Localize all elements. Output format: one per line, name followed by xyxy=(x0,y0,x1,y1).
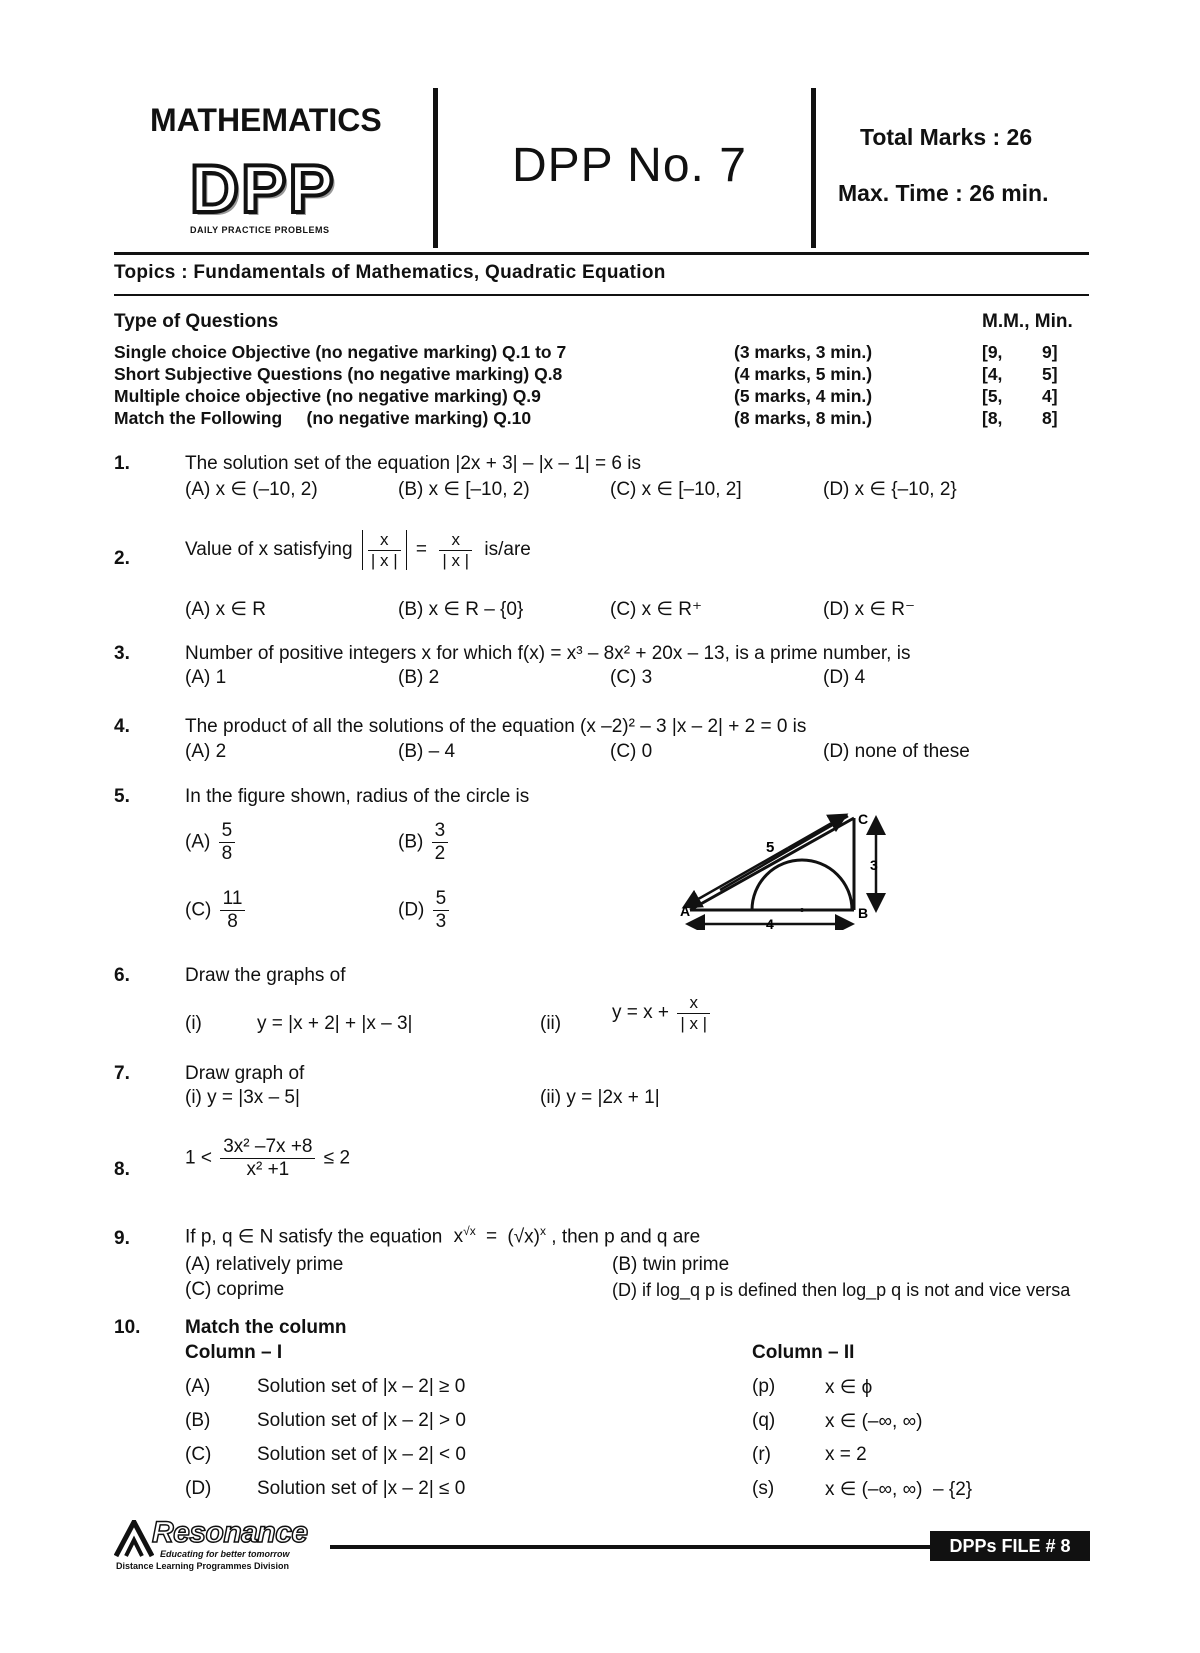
label-c: C xyxy=(858,811,869,827)
option: (A) 1 xyxy=(185,667,227,688)
column-2-heading: Column – II xyxy=(752,1342,855,1363)
option: (B) $\frac{3}{2}$ xyxy=(398,820,451,865)
total-marks: Total Marks : 26 xyxy=(860,124,1033,150)
question-text: Draw the graphs of xyxy=(185,965,346,986)
option: (A) $\frac{5}{8}$ xyxy=(185,820,238,865)
question-text: Number of positive integers x for which f(x) = x³ – 8x² + 20x – 13, is a prime number, is xyxy=(185,643,911,664)
fraction: $\frac{5}{8}$ xyxy=(219,820,236,865)
question-text: In the figure shown, radius of the circle is xyxy=(185,786,530,807)
column-1-heading: Column – I xyxy=(185,1342,283,1363)
graph-part-i-expr: y = |x + 2| + |x – 3| xyxy=(257,1013,413,1034)
dpp-logo-subtitle: DAILY PRACTICE PROBLEMS xyxy=(190,225,330,235)
option: (D) x ∈ {–10, 2} xyxy=(823,479,957,500)
question-number: 3. xyxy=(114,643,130,664)
types-row: Multiple choice objective (no negative marking) Q.9 (5 marks, 4 min.) [5, 4] xyxy=(114,386,1058,406)
question-number: 9. xyxy=(114,1228,130,1249)
fraction: $\frac{x}{| x |}$ xyxy=(677,993,710,1033)
option: (D) 4 xyxy=(823,667,866,688)
option: (C) 3 xyxy=(610,667,653,688)
option-row xyxy=(185,667,1035,691)
option: (C) coprime xyxy=(185,1279,285,1300)
max-time: Max. Time : 26 min. xyxy=(838,180,1049,206)
topics-rule xyxy=(114,294,1089,296)
question-number: 5. xyxy=(114,786,130,807)
resonance-brand: Resonance xyxy=(152,1516,308,1549)
option: (D) none of these xyxy=(823,741,970,762)
option: (C) x ∈ R⁺ xyxy=(610,599,703,620)
question-number: 2. xyxy=(114,548,130,569)
option: (D) if log_q p is defined then log_p q is not and vice versa xyxy=(612,1280,1071,1300)
label-a: A xyxy=(680,903,691,919)
label-height: 3 xyxy=(870,857,878,873)
match-row: (A) Solution set of |x – 2| ≥ 0 (p) x ∈ ϕ xyxy=(185,1376,873,1398)
option: (A) 2 xyxy=(185,741,227,762)
question-number: 8. xyxy=(114,1159,130,1180)
header-divider-left xyxy=(433,88,438,248)
abs-bars xyxy=(362,530,407,570)
question-number: 1. xyxy=(114,453,130,474)
graph-part-ii: (ii) y = |2x + 1| xyxy=(540,1087,660,1108)
mm-heading: M.M., Min. xyxy=(982,311,1073,332)
subject-title: MATHEMATICS xyxy=(150,102,382,138)
graph-part-i-label: (i) xyxy=(185,1013,202,1034)
question-number: 10. xyxy=(114,1317,141,1338)
resonance-tagline: Educating for better tomorrow xyxy=(160,1549,290,1559)
topics-line: Topics : Fundamentals of Mathematics, Quadratic Equation xyxy=(114,262,666,283)
option: (B) 2 xyxy=(398,667,440,688)
resonance-logo xyxy=(114,1516,354,1571)
dpp-file-badge: DPPs FILE # 8 xyxy=(930,1531,1090,1561)
question-number: 7. xyxy=(114,1063,130,1084)
option: (B) x ∈ [–10, 2) xyxy=(398,479,530,500)
dpp-logo xyxy=(190,151,336,235)
resonance-division: Distance Learning Programmes Division xyxy=(116,1561,290,1571)
option-row xyxy=(185,598,1035,622)
fraction: $\frac{3}{2}$ xyxy=(432,820,449,865)
match-title: Match the column xyxy=(185,1317,347,1338)
hyp-arrow-left xyxy=(686,848,788,906)
label-hyp: 5 xyxy=(766,839,775,856)
fraction: $\frac{\text{3x² –7x +8}}{\text{x² +1}}$ xyxy=(220,1136,315,1181)
match-row: (D) Solution set of |x – 2| ≤ 0 (s) x ∈ (–∞, ∞) – {2} xyxy=(185,1478,973,1500)
option: (A) x ∈ (–10, 2) xyxy=(185,479,318,500)
hypotenuse-line xyxy=(690,818,854,910)
match-row: (B) Solution set of |x – 2| > 0 (q) x ∈ (–∞, ∞) xyxy=(185,1410,923,1432)
option: (C) 0 xyxy=(610,741,653,762)
option: (D) x ∈ R⁻ xyxy=(823,599,916,620)
hyp-arrow-right xyxy=(788,816,844,848)
types-row: Single choice Objective (no negative marking) Q.1 to 7 (3 marks, 3 min.) [9, 9] xyxy=(114,342,1058,362)
types-row: Match the Following (no negative marking) Q.10 (8 marks, 8 min.) [8, 8] xyxy=(114,408,1058,428)
hyp-arrow-line xyxy=(720,816,848,890)
option: (D) $\frac{5}{3}$ xyxy=(398,888,452,933)
graph-part-ii-label: (ii) xyxy=(540,1013,562,1034)
option: (B) twin prime xyxy=(612,1254,730,1275)
option-row xyxy=(185,478,1035,502)
question-text: Draw graph of xyxy=(185,1063,305,1084)
question-number: 6. xyxy=(114,965,130,986)
match-row: (C) Solution set of |x – 2| < 0 (r) x = 2 xyxy=(185,1444,867,1465)
resonance-emblem-icon xyxy=(114,1520,154,1558)
header-bottom-rule xyxy=(114,252,1089,255)
dpp-number: DPP No. 7 xyxy=(512,139,747,192)
fraction: $\frac{11}{8}$ xyxy=(220,888,246,933)
fraction: $\frac{x}{| x |}$ xyxy=(368,530,401,570)
fraction: $\frac{x}{| x |}$ xyxy=(439,530,472,570)
option: (A) x ∈ R xyxy=(185,599,266,620)
label-base: 4 xyxy=(766,916,774,930)
option: (C) x ∈ [–10, 2] xyxy=(610,479,742,500)
triangle-circle-figure xyxy=(680,800,890,930)
option: (A) relatively prime xyxy=(185,1254,344,1275)
types-row: Short Subjective Questions (no negative marking) Q.8 (4 marks, 5 min.) [4, 5] xyxy=(114,364,1058,384)
inequality: 1 < $\frac{\text{3x² –7x +8}}{\text{x² +1}}$ ≤ 2 xyxy=(185,1136,351,1180)
types-heading: Type of Questions xyxy=(114,311,279,332)
option: (C) $\frac{11}{8}$ xyxy=(185,888,248,933)
graph-part-ii-expr: y = x + $\frac{x}{| x |}$ xyxy=(612,993,713,1033)
center-dot xyxy=(800,908,804,912)
option: (B) – 4 xyxy=(398,741,456,762)
question-text: The product of all the solutions of the equation (x –2)² – 3 |x – 2| + 2 = 0 is xyxy=(185,716,807,737)
footer-rule xyxy=(330,1545,930,1549)
graph-part-i: (i) y = |3x – 5| xyxy=(185,1087,300,1108)
question-text: The solution set of the equation |2x + 3| – |x – 1| = 6 is xyxy=(185,453,641,474)
question-text: Value of x satisfying $\frac{x}{| x |}$ = $\frac{x}{| x |}$ is/are xyxy=(185,530,531,570)
option: (B) x ∈ R – {0} xyxy=(398,599,524,620)
dpp-logo-text: DPP xyxy=(190,151,336,227)
question-number: 4. xyxy=(114,716,130,737)
header-divider-right xyxy=(811,88,816,248)
option-row xyxy=(185,741,1035,765)
question-text: If p, q ∈ N satisfy the equation $x^{√x} = (√x)^x$ , then p and q are xyxy=(185,1224,701,1248)
types-table xyxy=(114,342,1094,430)
label-b: B xyxy=(858,905,869,921)
fraction: $\frac{5}{3}$ xyxy=(433,888,450,933)
